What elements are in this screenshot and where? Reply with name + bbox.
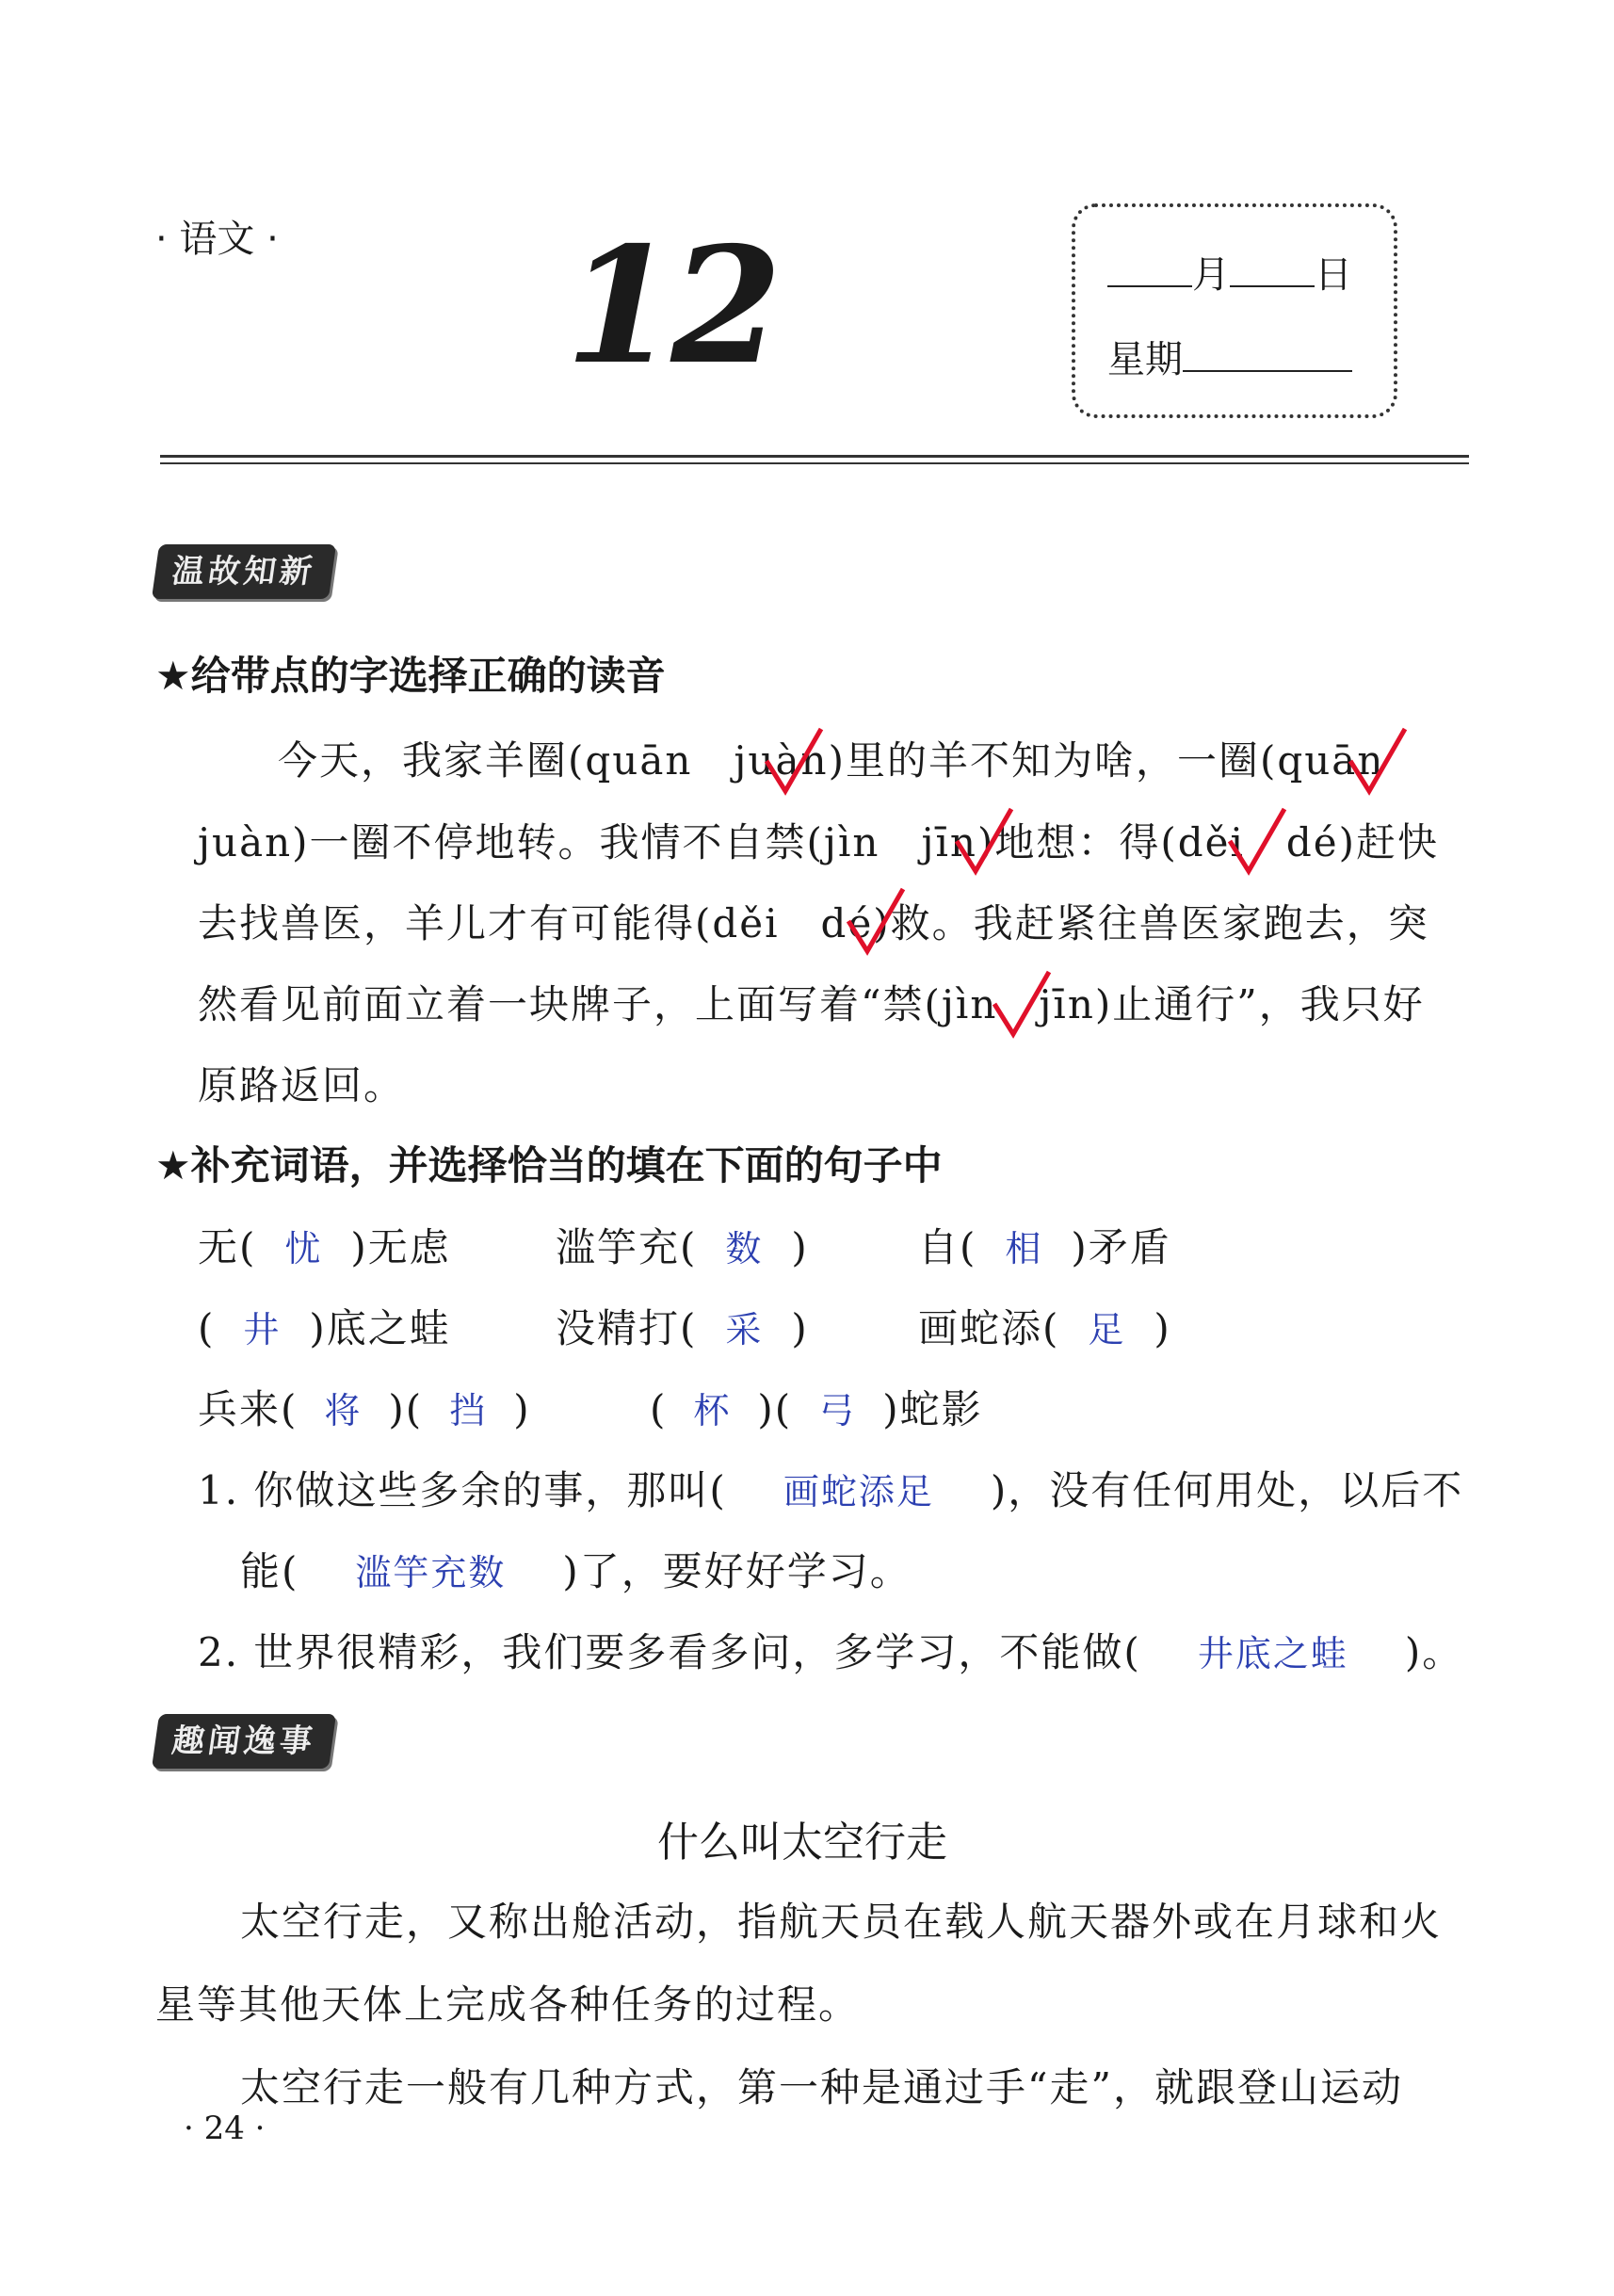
header-rule-thin [160,462,1469,464]
idiom-answer[interactable]: 忧 [284,1228,323,1269]
story-paragraph-1-line-1: 太空行走，又称出舱活动，指航天员在载人航天器外或在月球和火 [240,1899,1443,1945]
idiom-answer[interactable]: 杯 [693,1390,732,1431]
idiom-answer[interactable]: 挡 [449,1390,488,1431]
weekday-row [1107,330,1352,383]
question2-title: ★补充词语，并选择恰当的填在下面的句子中 [155,1142,943,1188]
story-title: 什么叫太空行走 [657,1819,947,1867]
check-mark-icon [1345,725,1411,800]
q1-line-1: 今天，我家羊圈(quān juàn)里的羊不知为啥，一圈(quān [278,737,1385,784]
check-mark-icon [951,805,1017,881]
day-label: 日 [1315,253,1352,297]
subject-label: · 语文 · [155,218,279,261]
weekday-blank[interactable] [1183,342,1352,372]
story-paragraph-1-line-2: 星等其他天体上完成各种任务的过程。 [155,1981,861,2028]
q1-line-3: 去找兽医，羊儿才有可能得(děi dé)救。我赶紧往兽医家跑去，突 [198,900,1429,946]
lesson-number: 12 [565,212,777,400]
month-label: 月 [1192,253,1230,297]
check-mark-icon [1224,805,1290,881]
q1-line-2: juàn)一圈不停地转。我情不自禁(jìn jīn)地想：得(děi dé)赶快 [198,819,1440,865]
month-blank[interactable] [1107,257,1192,287]
section-tag-review: 温故知新 [152,544,336,599]
idiom-answer[interactable]: 相 [1005,1228,1043,1269]
q1-line-4: 然看见前面立着一块牌子，上面写着“禁(jìn jīn)止通行”，我只好 [198,981,1425,1027]
idiom-answer[interactable]: 井 [243,1309,282,1350]
check-mark-icon [843,885,909,961]
idiom-answer[interactable]: 数 [725,1228,764,1269]
sentence-answer[interactable]: 滥竽充数 [355,1552,507,1593]
sentence-1a: 1. 你做这些多余的事，那叫( 画蛇添足 )，没有任何用处，以后不 [198,1467,1464,1513]
idiom-answer[interactable]: 足 [1088,1309,1126,1350]
idiom-item: 画蛇添( 足 ) [918,1305,1171,1351]
idiom-answer[interactable]: 采 [725,1309,764,1350]
idiom-item: 兵来( 将 )( 挡 ) [198,1386,531,1432]
idiom-item: 滥竽充( 数 ) [556,1224,809,1270]
sentence-answer[interactable]: 画蛇添足 [783,1471,934,1512]
idiom-item: 无( 忧 )无虑 [198,1224,451,1270]
date-box [1072,203,1397,418]
sentence-answer[interactable]: 井底之蛙 [1197,1633,1348,1674]
header-rule [160,455,1469,458]
idiom-item: ( 井 )底之蛙 [198,1305,451,1351]
idiom-item: ( 杯 )( 弓 )蛇影 [650,1386,983,1432]
question1-title: ★给带点的字选择正确的读音 [155,653,666,699]
check-mark-icon [761,725,827,800]
idiom-answer[interactable]: 将 [324,1390,363,1431]
date-row [1107,245,1352,299]
idiom-answer[interactable]: 弓 [818,1390,857,1431]
sentence-1b: 能( 滥竽充数 )了，要好好学习。 [240,1548,912,1594]
weekday-label: 星期 [1107,338,1183,381]
page-number: · 24 · [184,2110,266,2147]
idiom-item: 没精打( 采 ) [556,1305,809,1351]
check-mark-icon [989,968,1055,1043]
day-blank[interactable] [1230,257,1315,287]
q1-line-5: 原路返回。 [198,1062,406,1108]
story-paragraph-2-line-1: 太空行走一般有几种方式，第一种是通过手“走”，就跟登山运动 [240,2064,1403,2110]
sentence-2: 2. 世界很精彩，我们要多看多问，多学习，不能做( 井底之蛙 )。 [198,1629,1464,1675]
section-tag-fun-facts: 趣闻逸事 [152,1714,336,1769]
idiom-item: 自( 相 )矛盾 [918,1224,1171,1270]
